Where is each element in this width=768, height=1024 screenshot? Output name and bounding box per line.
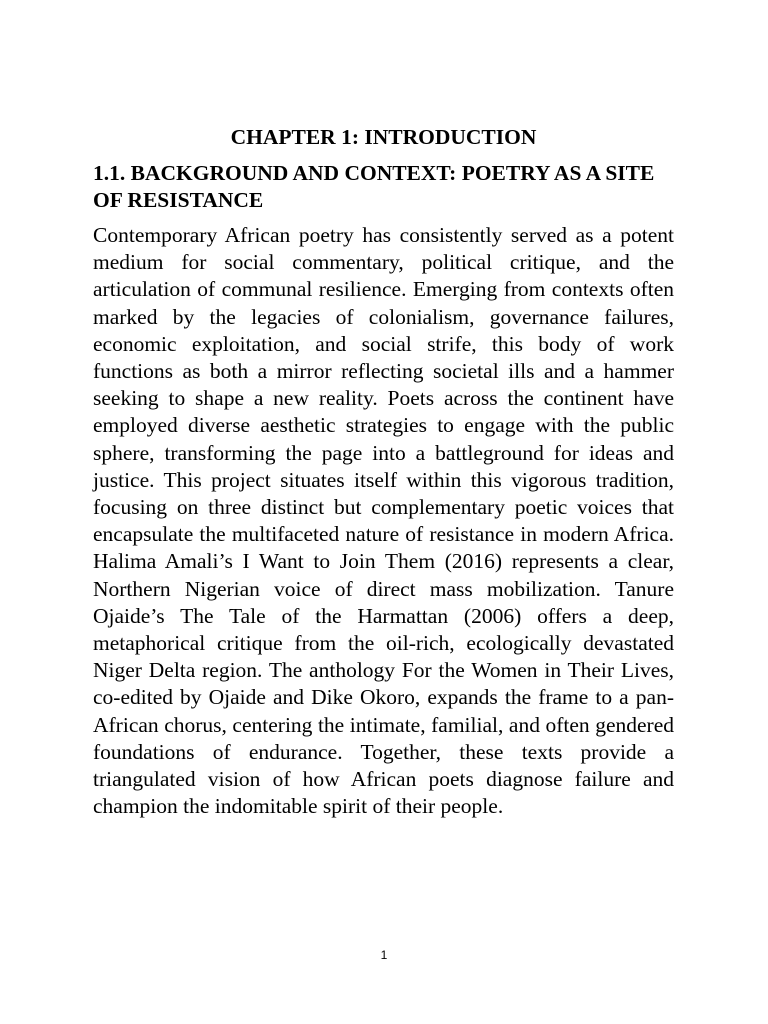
body-paragraph: Contemporary African poetry has consistently served as a potent medium for social commentary, political critique, and the articulation of communal resilience. Emerging from contexts often marked by the legacies of colonialism, governance failures, economic exploitation, and social strife, this body of work functions as both a mirror reflecting societal ills and a hammer seeking to shape a new reality. Poets across the continent have employed diverse aesthetic strategies to engage with the public sphere, transforming the page into a battleground for ideas and justice. This project situates itself within this vigorous tradition, focusing on three distinct but complementary poetic voices that encapsulate the multifaceted nature of resistance in modern Africa. Halima Amali’s I Want to Join Them (2016) represents a clear, Northern Nigerian voice of direct mass mobilization. Tanure Ojaide’s The Tale of the Harmattan (2006) offers a deep, metaphorical critique from the oil-rich, ecologically devastated Niger Delta region. The anthology For the Women in Their Lives, co-edited by Ojaide and Dike Okoro, expands the frame to a pan-African chorus, centering the intimate, familial, and often gendered foundations of endurance. Together, these texts provide a triangulated vision of how African poets diagnose failure and champion the indomitable spirit of their people. <box>93 223 674 819</box>
page-content <box>93 122 674 820</box>
page-number: 1 <box>380 948 388 962</box>
chapter-title: CHAPTER 1: INTRODUCTION <box>230 125 537 149</box>
section-heading: 1.1. BACKGROUND AND CONTEXT: POETRY AS A SITE OF RESISTANCE <box>93 161 655 212</box>
